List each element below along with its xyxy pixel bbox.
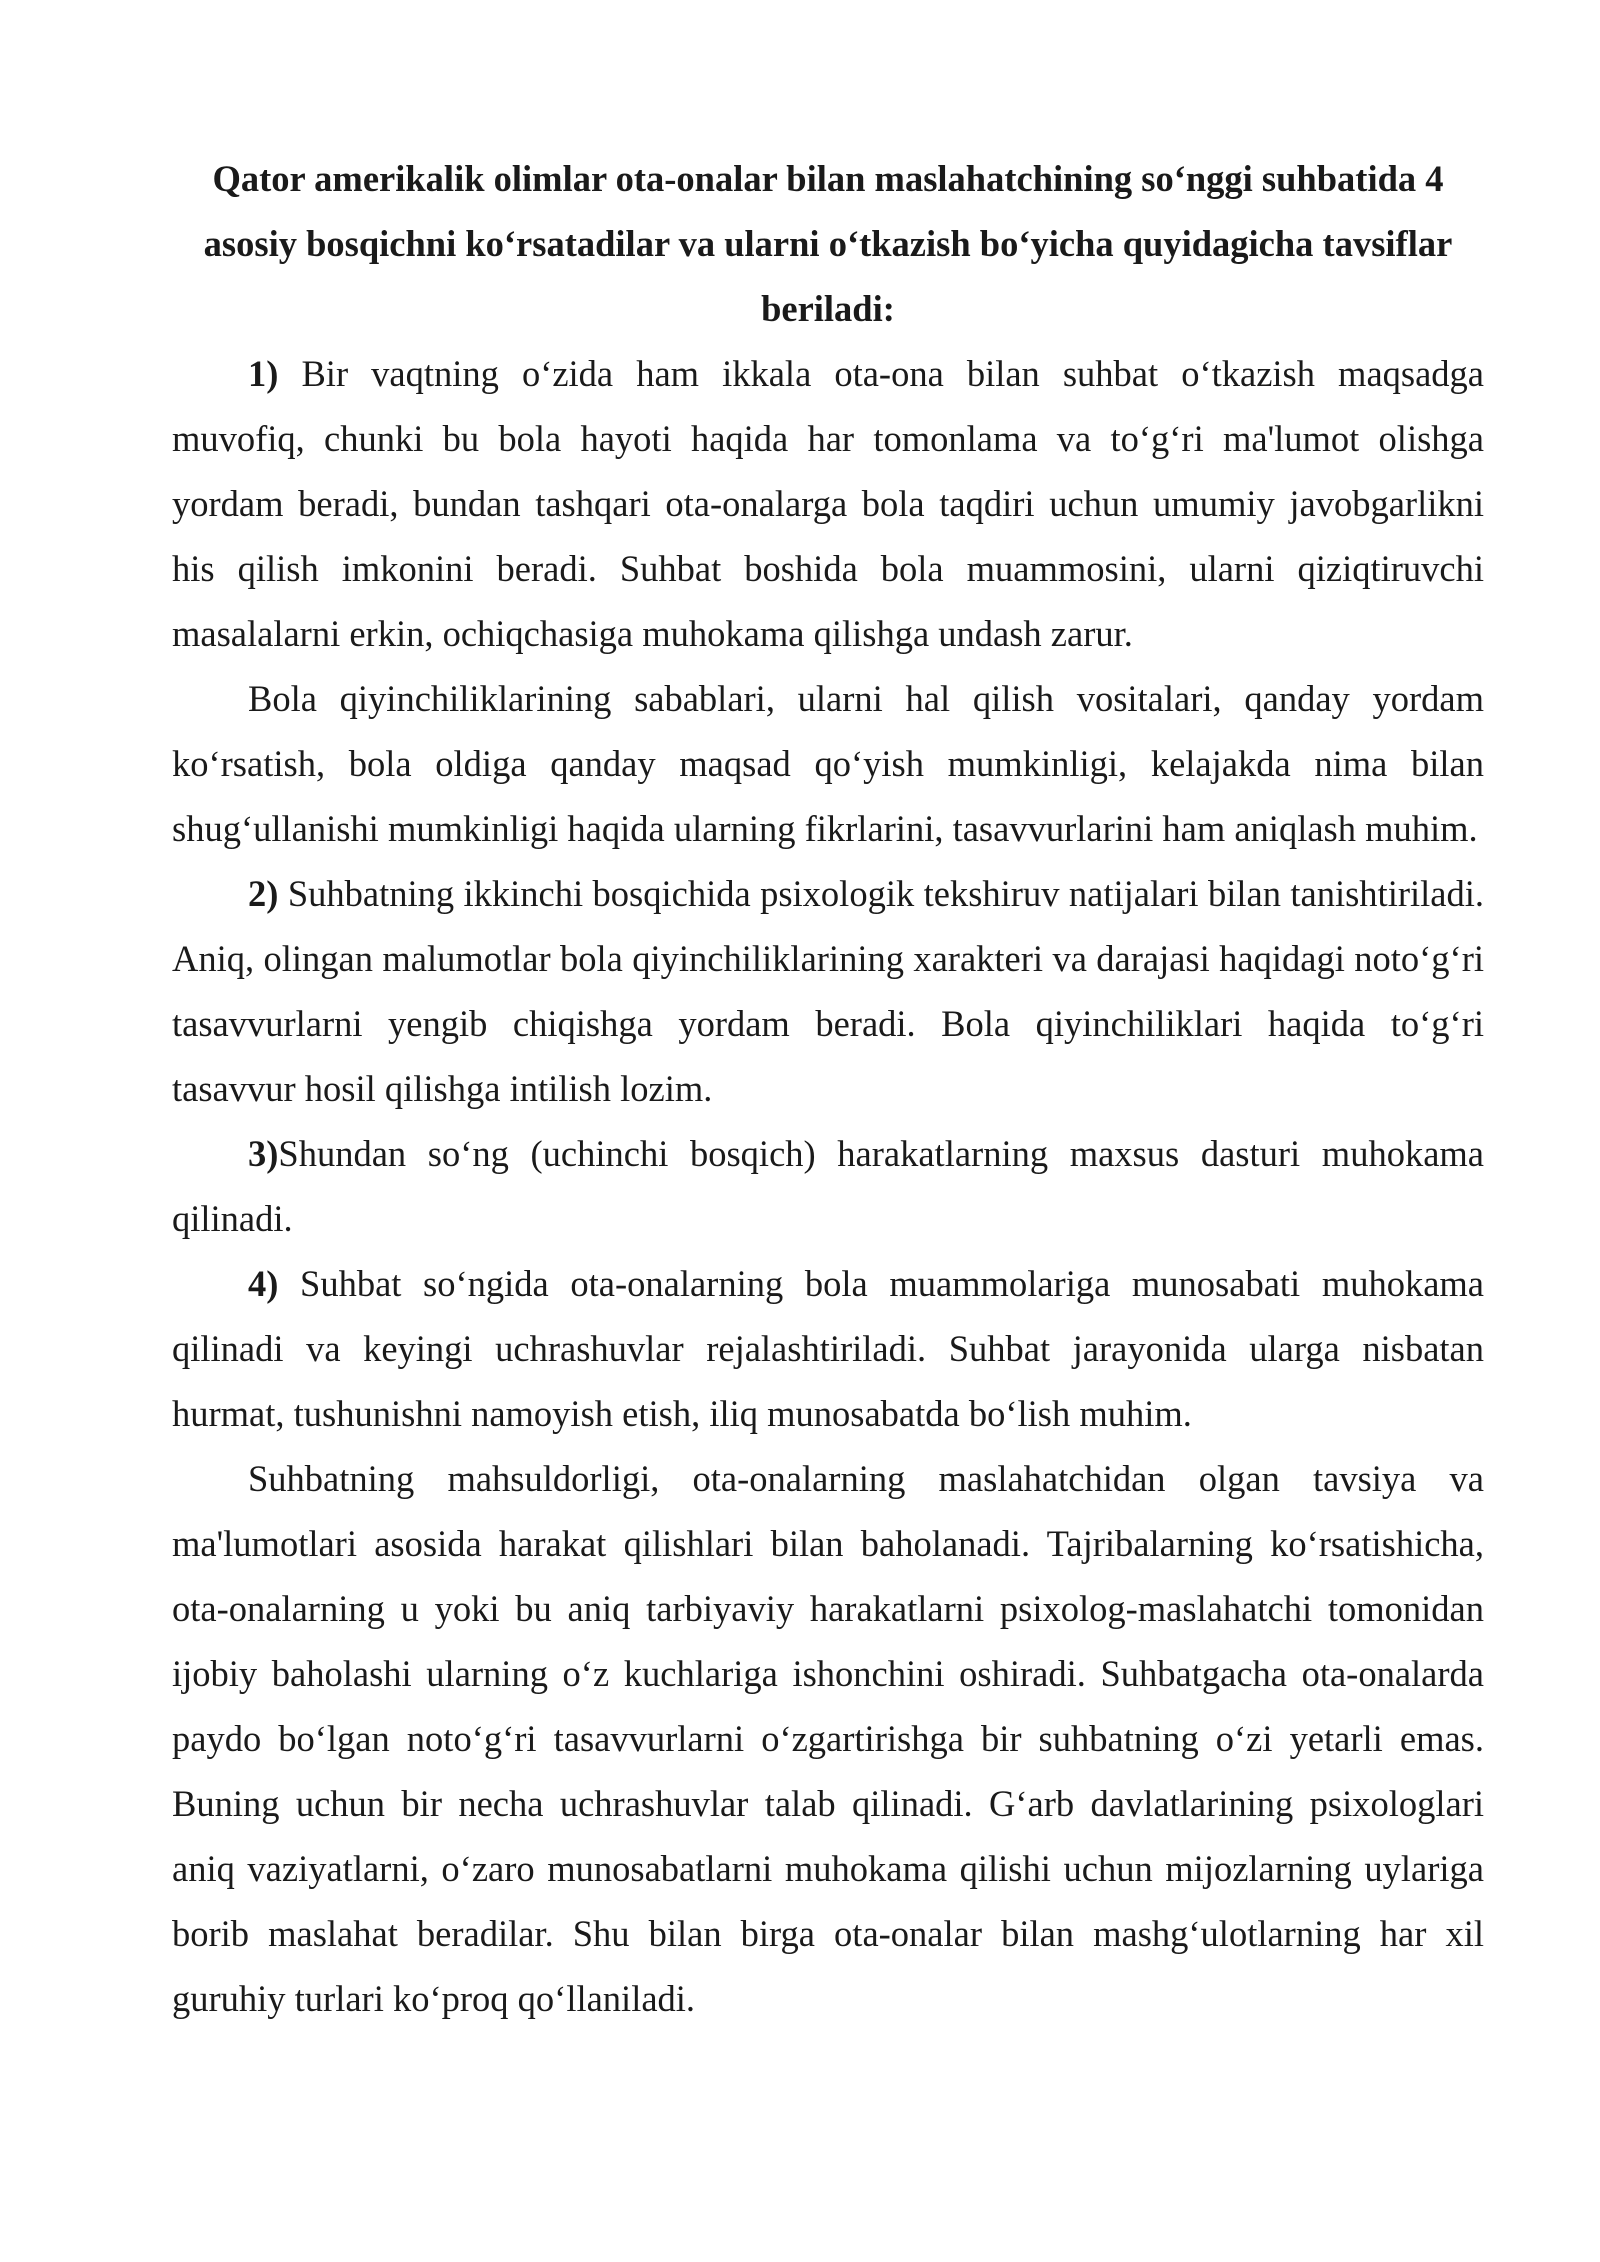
paragraph-text: Suhbatning ikkinchi bosqichida psixologik tekshiruv natijalari bilan tanishtiriladi. Aniq, olingan malumotlar bola qiyinchiliklarining xarakteri va darajasi haqidagi noto‘g‘ri tasavvurlarni yengib chiqishga yordam beradi. Bola qiyinchiliklari haqida to‘g‘ri tasavvur hosil qilishga intilish lozim. xyxy=(172,873,1484,1109)
document-title: Qator amerikalik olimlar ota-onalar bilan maslahatchining so‘nggi suhbatida 4 asosiy bosqichni ko‘rsatadilar va ularni o‘tkazish bo‘yicha quyidagicha tavsiflar beriladi: xyxy=(203,158,1453,329)
paragraph-6 xyxy=(172,1446,1484,2031)
paragraph-text: Shundan so‘ng (uchinchi bosqich) harakatlarning maxsus dasturi muhokama qilinadi. xyxy=(172,1133,1484,1239)
paragraph-text: Suhbat so‘ngida ota-onalarning bola muammolariga munosabati muhokama qilinadi va keyingi uchrashuvlar rejalashtiriladi. Suhbat jarayonida ularga nisbatan hurmat, tushunishni namoyish etish, iliq munosabatda bo‘lish muhim. xyxy=(172,1263,1484,1434)
paragraph-3 xyxy=(172,861,1484,1121)
step-number: 2) xyxy=(248,873,279,914)
paragraph-1 xyxy=(172,341,1484,666)
paragraph-text: Bir vaqtning o‘zida ham ikkala ota-ona bilan suhbat o‘tkazish maqsadga muvofiq, chunki bu bola hayoti haqida har tomonlama va to‘g‘ri ma'lumot olishga yordam beradi, bundan tashqari ota-onalarga bola taqdiri uchun umumiy javobgarlikni his qilish imkonini beradi. Suhbat boshida bola muammosini, ularni qiziqtiruvchi masalalarni erkin, ochiqchasiga muhokama qilishga undash zarur. xyxy=(172,353,1484,654)
paragraph-text: Bola qiyinchiliklarining sabablari, ularni hal qilish vositalari, qanday yordam ko‘rsatish, bola oldiga qanday maqsad qo‘yish mumkinligi, kelajakda nima bilan shug‘ullanishi mumkinligi haqida ularning fikrlarini, tasavvurlarini ham aniqlash muhim. xyxy=(172,678,1484,849)
paragraph-text: Suhbatning mahsuldorligi, ota-onalarning maslahatchidan olgan tavsiya va ma'lumotlari asosida harakat qilishlari bilan baholanadi. Tajribalarning ko‘rsatishicha, ota-onalarning u yoki bu aniq tarbiyaviy harakatlarni psixolog-maslahatchi tomonidan ijobiy baholashi ularning o‘z kuchlariga ishonchini oshiradi. Suhbatgacha ota-onalarda paydo bo‘lgan noto‘g‘ri tasavvurlarni o‘zgartirishga bir suhbatning o‘zi yetarli emas. Buning uchun bir necha uchrashuvlar talab qilinadi. G‘arb davlatlarining psixologlari aniq vaziyatlarni, o‘zaro munosabatlarni muhokama qilishi uchun mijozlarning uylariga borib maslahat beradilar. Shu bilan birga ota-onalar bilan mashg‘ulotlarning har xil guruhiy turlari ko‘proq qo‘llaniladi. xyxy=(172,1458,1484,2019)
paragraph-2 xyxy=(172,666,1484,861)
step-number: 1) xyxy=(248,353,279,394)
document-page xyxy=(172,146,1484,2031)
paragraph-4 xyxy=(172,1121,1484,1251)
step-number: 3) xyxy=(248,1133,279,1174)
step-number: 4) xyxy=(248,1263,279,1304)
paragraph-5 xyxy=(172,1251,1484,1446)
